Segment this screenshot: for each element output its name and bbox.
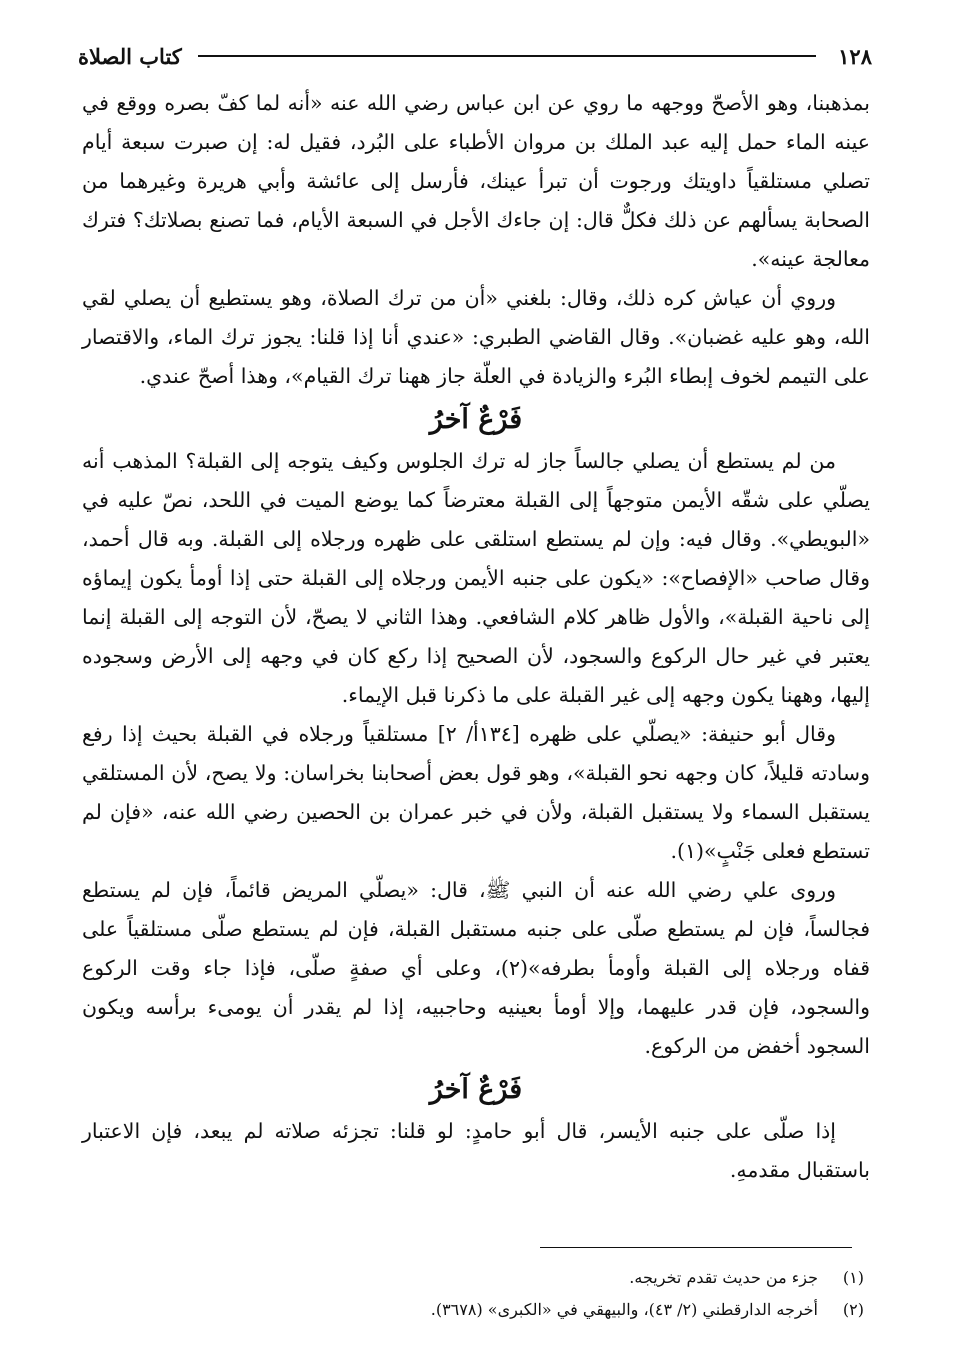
running-title: كتاب الصلاة [78,43,182,69]
footnote-number: (٢) [842,1300,864,1319]
paragraph: إذا صلّى على جنبه الأيسر، قال أبو حامدٍ: لو قلنا: تجزئه صلاته لم يبعد، فإن الاعتبار باستقبال مقدمهِ. [82,1119,870,1182]
footnote [82,1262,864,1294]
paragraph: من لم يستطع أن يصلي جالساً جاز له ترك الجلوس وكيف يتوجه إلى القبلة؟ المذهب أنه يصلّي على شقّه الأيمن متوجهاً إلى القبلة معترضاً كما يوضع الميت في اللحد، نصّ عليه في «البويطي». وقال فيه: وإن لم يستطع استلقى على ظهره ورجلاه إلى القبلة. وبه قال أحمد، وقال صاحب «الإفصاح»: «يكون على جنبه الأيمن ورجلاه إلى القبلة حتى إذا أومأ يكون إيماؤه إلى ناحية القبلة»، والأول ظاهر كلام الشافعي. وهذا الثاني لا يصحّ، لأن التوجه إلى القبلة إنما يعتبر في غير حال الركوع والسجود، لأن الصحيح إذا ركع كان في وجهه إلى الأرض وسجوده إليها، وههنا يكون وجهه إلى غير القبلة على ما ذكرنا قبل الإيماء. [82,449,870,707]
paragraph: وقال أبو حنيفة: «يصلّي على ظهره [١٣٤أ/ ٢] مستلقياً ورجلاه في القبلة بحيث إذا رفع وسادته قليلاً، كان وجهه نحو القبلة»، وهو قول بعض أصحابنا بخراسان: ولا يصح، لأن المستلقي يستقبل السماء ولا يستقبل القبلة، ولأن في خبر عمران بن الحصين رضي الله عنه، «فإن لم تستطع فعلى جَنْبٍ»(١). [82,722,870,863]
section-heading: فَرْعٌ آخرُ [429,404,523,435]
page-header [78,36,872,76]
main-text [82,84,870,1190]
footnote [82,1294,864,1326]
footnote-text: أخرجه الدارقطني (٢/ ٤٣)، والبيهقي في «الكبرى» (٣٦٧٨). [430,1300,818,1319]
footnotes [82,1262,864,1326]
footnote-number: (١) [842,1268,864,1287]
header-rule [198,55,816,57]
footnote-text: جزء من حديث تقدم تخريجه. [629,1268,818,1287]
paragraph: وروي أن عياش كره ذلك، وقال: بلغني «أن من ترك الصلاة، وهو يستطيع أن يصلي لقي الله، وهو عليه غضبان». وقال القاضي الطبري: «عندي أنا إذا قلنا: يجوز ترك الماء، والاقتصار على التيمم لخوف إبطاء البُرء والزيادة في العلّة جاز ههنا ترك القيام»، وهذا أصحّ عندي. [82,286,870,388]
paragraph: وروى علي رضي الله عنه أن النبي ﷺ، قال: «يصلّي المريض قائماً، فإن لم يستطع فجالساً، فإن لم يستطع صلّى على جنبه مستقبل القبلة، فإن لم يستطع صلّى مستلقياً على قفاه ورجلاه إلى القبلة وأومأ بطرفه»(٢)، وعلى أي صفةٍ صلّى، فإذا جاء وقت الركوع والسجود، فإن قدر عليهما، وإلا أومأ بعينيه وحاجبيه، إذا لم يقدر أن يومىء برأسه ويكون السجود أخفض من الركوع. [82,878,871,1058]
paragraph: بمذهبنا، وهو الأصحّ ووجهه ما روي عن ابن عباس رضي الله عنه «أنه لما كفّ بصره ووقع في عينه الماء حمل إليه عبد الملك بن مروان الأطباء على البُرد، فقيل له: إن صبرت سبعة أيام تصلي مستلقياً داويتك ورجوت أن تبرأ عينك، فأرسل إلى عائشة وأبي هريرة وغيرهما من الصحابة يسألهم عن ذلك فكلٌّ قال: إن جاءك الأجل في السبعة الأيام، فما تصنع بصلاتك؟ فترك معالجة عينه». [82,91,870,271]
page-number: ١٢٨ [838,43,872,69]
section-heading: فَرْعٌ آخرُ [429,1074,523,1105]
footnote-separator [540,1247,852,1248]
